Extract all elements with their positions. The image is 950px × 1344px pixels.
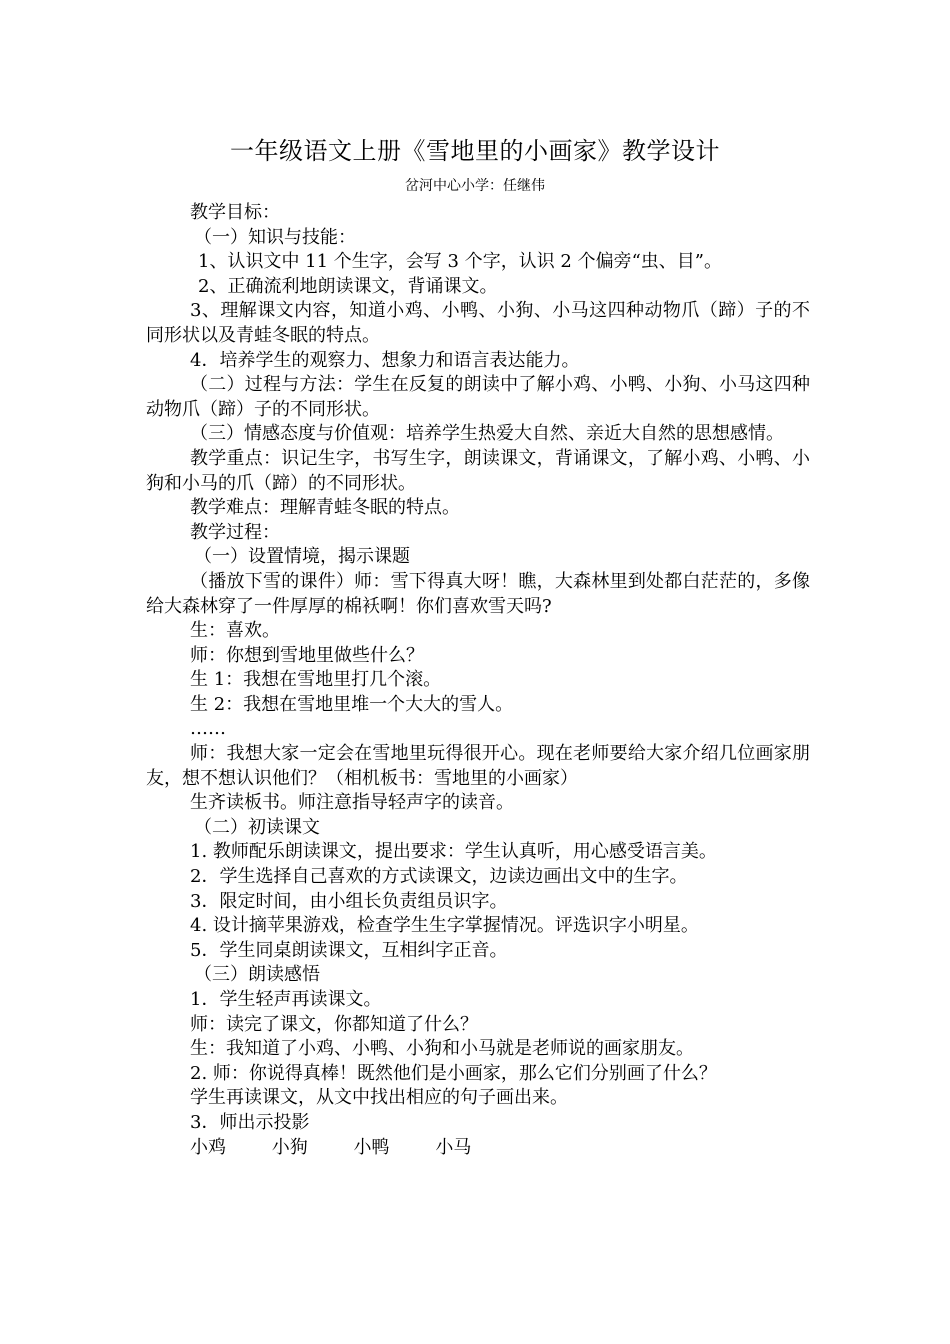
paragraph: （播放下雪的课件）师：雪下得真大呀！瞧，大森林里到处都白茫茫的，多像给大森林穿了一件厚厚的棉袄啊！你们喜欢雪天吗? [146, 570, 810, 617]
paragraph: 教学过程： [190, 521, 280, 543]
document-title: 一年级语文上册《雪地里的小画家》教学设计 [230, 137, 720, 165]
paragraph: 生齐读板书。师注意指导轻声字的读音。 [190, 792, 514, 814]
paragraph: 师：我想大家一定会在雪地里玩得很开心。现在老师要给大家介绍几位画家朋友，想不想认识他们？（相机板书：雪地里的小画家） [146, 743, 810, 789]
paragraph: 教学重点：识记生字，书写生字，朗读课文，背诵课文，了解小鸡、小鸭、小狗和小马的爪（蹄）的不同形状。 [146, 447, 810, 494]
paragraph: 学生再读课文，从文中找出相应的句子画出来。 [190, 1087, 568, 1109]
paragraph: （三）朗读感悟 [194, 964, 320, 986]
paragraph: （二）初读课文 [194, 816, 320, 838]
paragraph: （一）设置情境，揭示课题 [194, 546, 410, 568]
paragraph: 生：喜欢。 [190, 620, 280, 642]
paragraph: 2、正确流利地朗读课文，背诵课文。 [198, 275, 498, 297]
paragraph: 2．学生选择自己喜欢的方式读课文，边读边画出文中的生字。 [190, 866, 688, 888]
paragraph: 3．师出示投影 [190, 1111, 310, 1133]
paragraph: 4. 设计摘苹果游戏，检查学生生字掌握情况。评选识字小明星。 [190, 915, 699, 937]
paragraph: （二）过程与方法：学生在反复的朗读中了解小鸡、小鸭、小狗、小马这四种动物爪（蹄）子的不同形状。 [146, 374, 810, 420]
paragraph: 3、理解课文内容，知道小鸡、小鸭、小狗、小马这四种动物爪（蹄）子的不同形状以及青蛙冬眠的特点。 [146, 300, 810, 346]
document-author: 岔河中心小学：任继伟 [405, 178, 545, 194]
paragraph: 师：读完了课文，你都知道了什么？ [190, 1013, 478, 1035]
paragraph: 师：你想到雪地里做些什么？ [190, 644, 424, 666]
paragraph: 教学难点：理解青蛙冬眠的特点。 [190, 497, 460, 519]
paragraph: 生 2：我想在雪地里堆一个大大的雪人。 [190, 693, 514, 715]
paragraph: 小鸡 小狗 小鸭 小马 [190, 1136, 472, 1158]
paragraph: 1、认识文中 11 个生字，会写 3 个字，认识 2 个偏旁“虫、目”。 [198, 251, 722, 273]
paragraph: 2. 师：你说得真棒！既然他们是小画家，那么它们分别画了什么？ [190, 1062, 717, 1084]
paragraph: 3．限定时间，由小组长负责组员识字。 [190, 890, 508, 912]
paragraph: （一）知识与技能： [194, 226, 356, 248]
paragraph: 教学目标： [190, 202, 280, 223]
paragraph: 生：我知道了小鸡、小鸭、小狗和小马就是老师说的画家朋友。 [190, 1038, 694, 1060]
paragraph: …… [190, 718, 226, 740]
paragraph: （三）情感态度与价值观：培养学生热爱大自然、亲近大自然的思想感情。 [190, 423, 784, 445]
paragraph: 1. 教师配乐朗读课文，提出要求：学生认真听，用心感受语言美。 [190, 841, 717, 863]
paragraph: 1．学生轻声再读课文。 [190, 989, 382, 1010]
paragraph: 4．培养学生的观察力、想象力和语言表达能力。 [190, 349, 580, 371]
paragraph: 生 1：我想在雪地里打几个滚。 [190, 669, 442, 691]
paragraph: 5．学生同桌朗读课文，互相纠字正音。 [190, 939, 508, 961]
document-body [146, 201, 810, 1160]
